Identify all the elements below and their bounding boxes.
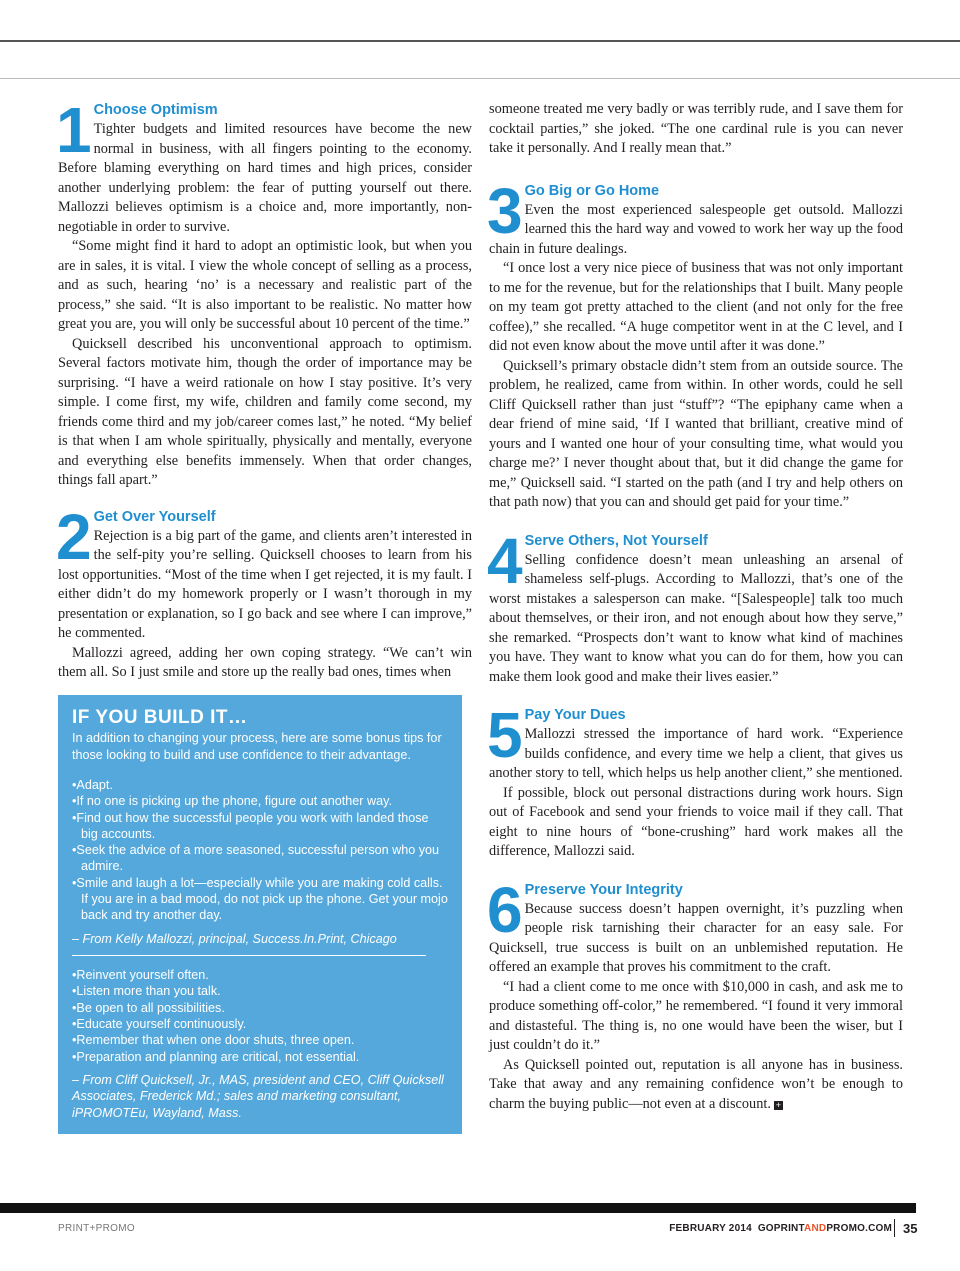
paragraph: Mallozzi stressed the importance of hard work. “Experience builds confidence, and every time we help a client, that gives us another story to tell, which helps us help another client,” she mentioned. [489,726,903,781]
tips-list-1 [72,777,448,924]
paragraph: “I once lost a very nice piece of business that was not only important to me for the revenue, but for the relationships that I built. Many people on my team got pretty attached to the client (and not only for the free coffee),” she recalled. “A huge competitor went in at the C level, and I did not even know about the move until after it was done.” [489,260,903,354]
paragraph: “Some might find it hard to adopt an optimistic look, but when you are in sales, it is vital. I view the whole concept of selling as a process, and as such, hearing ‘no’ is a necessary and realistic part of the process,” she said. “It is also important to be realistic. No matter how great you are, you will only be successful about 10 percent of the time.” [58,238,472,332]
paragraph: Mallozzi agreed, adding her own coping strategy. “We can’t win them all. So I just smile and store up the really bad ones, times when [58,644,472,680]
list-item: • If no one is picking up the phone, figure out another way. [72,793,448,809]
list-item: • Preparation and planning are critical, not essential. [72,1049,448,1065]
tips-list-2 [72,967,448,1065]
paragraph: Because success doesn’t happen overnight, it’s puzzling when people risk tarnishing their character for an easy sale. For Quicksell, true success is built on an unblemished reputation. He offered an example that proves his commitment to the craft. [489,900,903,975]
section-5 [487,699,903,862]
footer-issue [669,1223,892,1234]
right-column [489,100,903,1114]
list-item: • Listen more than you talk. [72,983,448,999]
sidebar-credit: – From Cliff Quicksell, Jr., MAS, president and CEO, Cliff Quicksell Associates, Frederick Md.; sales and marketing consultant, iPROMOTEu, Wayland, Mass. [72,1072,444,1120]
sidebar-title: IF YOU BUILD IT… [72,707,248,728]
paragraph: Selling confidence doesn’t mean unleashing an arsenal of shameless self-plugs. According to Mallozzi, that’s one of the worst mistakes a salesperson can make. “[Salespeople] talk too much about themselves, or their iron, and not enough about how they serve,” she remarked. “Prospects don’t want to know what kind of machines you have. They want to know what you can do for them, how you can make them look good and make their lives easier.” [489,551,903,685]
section-title: Serve Others, Not Yourself [524,532,708,549]
footer-bar [0,1203,916,1213]
list-item: • Find out how the successful people you work with landed those big accounts. [72,810,448,843]
list-item: • Smile and laugh a lot—especially while you are making cold calls. If you are in a bad mood, do not pick up the phone. Get your mojo back and try another day. [72,875,448,924]
section-number: 3 [487,174,521,247]
issue-date: FEBRUARY 2014 [669,1223,752,1234]
list-item: • Educate yourself continuously. [72,1016,448,1032]
section-number: 1 [56,94,90,166]
paragraph: Quicksell described his unconventional approach to optimism. Several factors motivate him, though the order of importance may be surprising. “I have a weird rationale on how I stay positive. It’s very simple. I come first, my wife, children and family come second, my friends come third and my job/career comes last,” he noted. “My belief is that when I am whole spiritually, physically and mentally, everyone and everything else benefits immensely. When that order changes, things fall apart.” [58,335,472,488]
paragraph: Quicksell’s primary obstacle didn’t stem from an outside source. The problem, he realized, came from within. In other words, could he sell Cliff Quicksell rather than just “stuff”? “The epiphany came when a dear friend of mine said, ‘If I wanted that brilliant, creative mind of yours and I wanted one hour of your consulting time, what would you charge me?’ I never thought about that, but it did change the game for me,” Quicksell said. “I started on the path (and I try and help others on that path now) that you can and should get paid for your time.” [489,357,903,510]
section-number: 2 [56,500,90,573]
section-3 [487,174,903,513]
section-number: 5 [487,699,521,771]
section-title: Go Big or Go Home [524,182,660,199]
list-item: • Remember that when one door shuts, three open. [72,1032,448,1048]
section-1 [56,94,472,491]
sidebar-divider [72,955,426,956]
section-6 [487,873,903,1115]
website-part: GOPRINT [757,1223,805,1234]
sidebar-intro: In addition to changing your process, here are some bonus tips for those looking to build and use confidence to their advantage. [72,731,442,762]
paragraph: “I had a client come to me once with $10,000 in cash, and ask me to produce something off-color,” he remembered. “I found it very immoral and distasteful. The thing is, no one would have been the wiser, but I just couldn’t do it.” [489,978,903,1053]
sidebar-box [58,695,462,1134]
section-number: 4 [487,524,521,597]
website-part: PROMO.COM [826,1223,892,1234]
page-number: 35 [903,1221,918,1236]
section-number: 6 [487,873,521,946]
list-item: • Be open to all possibilities. [72,1000,448,1016]
sidebar-credit: – From Kelly Mallozzi, principal, Success.In.Print, Chicago [72,931,397,946]
continued-paragraph: someone treated me very badly or was terribly rude, and I save them for cocktail parties,” she joked. “The one cardinal rule is you can never take it personally. And I really mean that.” [489,101,903,156]
section-title: Get Over Yourself [93,508,216,525]
website-part-accent: AND [804,1223,827,1234]
section-4 [487,524,903,688]
list-item: • Seek the advice of a more seasoned, successful person who you admire. [72,842,448,875]
list-item: • Reinvent yourself often. [72,967,448,983]
publication-name: PRINT+PROMO [58,1223,135,1234]
end-mark-icon: + [775,1099,782,1110]
paragraph: Rejection is a big part of the game, and clients aren’t interested in the self-pity you’re selling. Quicksell chooses to learn from his lost opportunities. “Most of the time when I get rejected, it is my fault. I either didn’t do my homework properly or I wasn’t thorough in my presentation or explanation, so I go back and see where I can improve,” he commented. [58,527,472,641]
section-title: Choose Optimism [93,102,218,118]
footer-separator [894,1219,895,1237]
paragraph-text: As Quicksell pointed out, reputation is all anyone has in business. Take that away and any remaining confidence won’t be enough to charm the buying public—not even at a discount. [489,1056,903,1112]
paragraph: Tighter budgets and limited resources have become the new normal in business, with all fingers pointing to the economy. Before blaming everything on hard times and high prices, consider another underlying problem: the fear of putting yourself out there. Mallozzi believes optimism is a choice and, more importantly, non-negotiable in order to survive. [58,121,472,235]
section-title: Preserve Your Integrity [524,881,683,898]
section-2 [56,500,472,683]
paragraph [489,1056,903,1115]
header-rule-thin [0,78,960,79]
list-item: • Adapt. [72,777,448,793]
paragraph: Even the most experienced salespeople get outsold. Mallozzi learned this the hard way and vowed to work her way up the food chain in future dealings. [489,201,903,257]
left-column [56,94,472,683]
paragraph: If possible, block out personal distractions during work hours. Sign out of Facebook and send your friends to voice mail if they call. That eight to nine hours of “bone-crushing” hard work makes all the difference, Mallozzi said. [489,784,903,859]
header-rule [0,40,960,42]
section-title: Pay Your Dues [524,707,626,723]
website-link[interactable] [758,1223,892,1234]
